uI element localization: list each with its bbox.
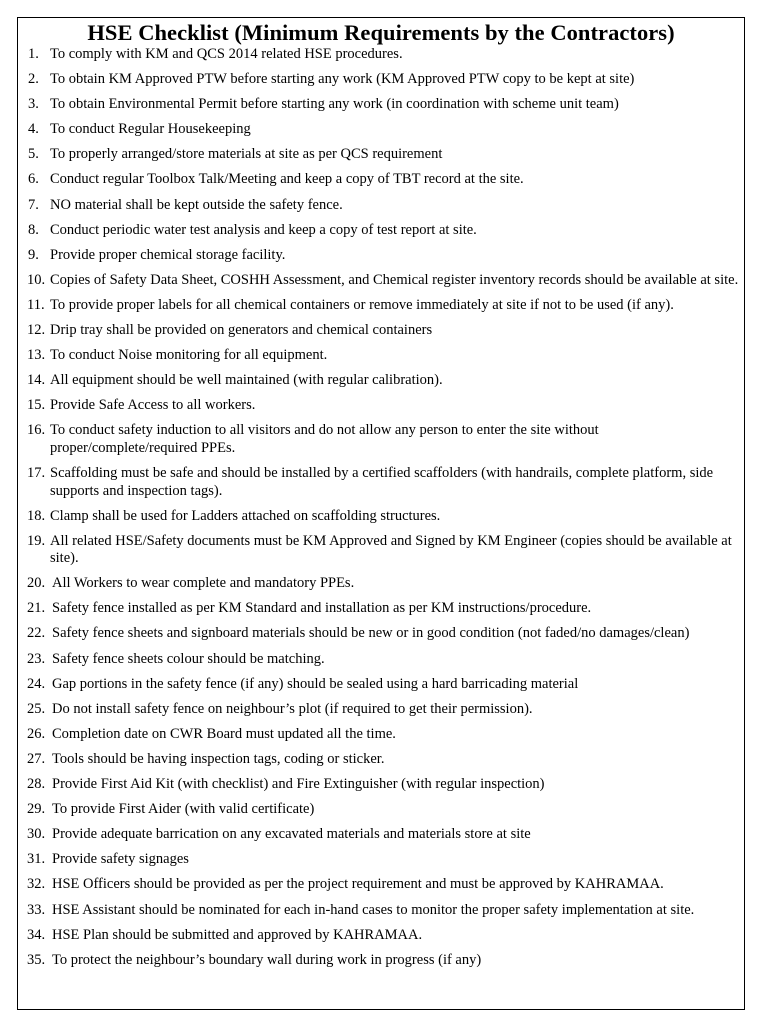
item-text: Conduct regular Toolbox Talk/Meeting and keep a copy of TBT record at the site.: [50, 171, 524, 188]
item-number: 10.: [27, 271, 46, 288]
item-number: 6.: [28, 171, 39, 188]
item-text: Copies of Safety Data Sheet, COSHH Assessment, and Chemical register inventory records should be available at site.: [50, 271, 739, 288]
item-text: Tools should be having inspection tags, coding or sticker.: [52, 750, 385, 767]
item-text: To conduct Noise monitoring for all equipment.: [50, 347, 328, 364]
checklist-item: [18, 902, 740, 920]
checklist-item: [18, 96, 740, 114]
item-number: 5.: [28, 146, 39, 163]
item-text: To conduct Regular Housekeeping: [50, 121, 251, 138]
item-text: Provide First Aid Kit (with checklist) and Fire Extinguisher (with regular inspection): [52, 776, 545, 793]
checklist-item: [18, 171, 740, 189]
item-number: 23.: [27, 650, 46, 667]
checklist-item: [18, 927, 740, 945]
item-text: To provide proper labels for all chemical containers or remove immediately at site if not to be used (if any).: [50, 296, 674, 313]
item-number: 16.: [27, 422, 46, 439]
document-frame: [17, 17, 745, 1010]
item-number: 27.: [27, 750, 46, 767]
item-text: To protect the neighbour’s boundary wall during work in progress (if any): [52, 951, 482, 968]
item-number: 25.: [27, 700, 46, 717]
item-number: 19.: [27, 532, 46, 549]
checklist-item: [18, 726, 740, 744]
checklist-item: [18, 701, 740, 719]
checklist-item: [18, 247, 740, 265]
checklist-item: [18, 751, 740, 769]
item-number: 3.: [28, 96, 39, 113]
item-number: 26.: [27, 725, 46, 742]
checklist-item: [18, 651, 740, 669]
item-text: HSE Plan should be submitted and approved by KAHRAMAA.: [52, 926, 423, 943]
checklist-item: [18, 222, 740, 240]
item-text: Safety fence sheets and signboard materials should be new or in good condition (not faded/no damages/clean): [52, 625, 690, 642]
item-number: 14.: [27, 372, 46, 389]
item-text: To obtain Environmental Permit before starting any work (in coordination with scheme unit team): [50, 96, 619, 113]
checklist-item: [18, 676, 740, 694]
checklist-item: [18, 297, 740, 315]
item-number: 1.: [28, 46, 39, 62]
checklist-item: [18, 600, 740, 618]
checklist-item: [18, 508, 740, 526]
item-text: Conduct periodic water test analysis and keep a copy of test report at site.: [50, 221, 477, 238]
item-text: Safety fence installed as per KM Standard and installation as per KM instructions/procedure.: [52, 600, 592, 617]
checklist-item: [18, 876, 740, 894]
item-text: Provide proper chemical storage facility.: [50, 246, 286, 263]
item-number: 22.: [27, 625, 46, 642]
item-number: 7.: [28, 196, 39, 213]
checklist-item: [18, 197, 740, 215]
item-text: Drip tray shall be provided on generators and chemical containers: [50, 322, 433, 339]
item-number: 30.: [27, 826, 46, 843]
checklist-item: [18, 776, 740, 794]
item-text: HSE Assistant should be nominated for each in-hand cases to monitor the proper safety implementation at site.: [52, 901, 695, 918]
item-number: 34.: [27, 926, 46, 943]
item-text: To conduct safety induction to all visitors and do not allow any person to enter the site without proper/complete/required PPEs.: [50, 422, 599, 456]
item-text: Do not install safety fence on neighbour’s plot (if required to get their permission).: [52, 700, 533, 717]
item-text: To obtain KM Approved PTW before starting any work (KM Approved PTW copy to be kept at site): [50, 71, 635, 88]
item-text: NO material shall be kept outside the safety fence.: [50, 196, 343, 213]
checklist-item: [18, 71, 740, 89]
item-number: 20.: [27, 575, 46, 592]
item-number: 4.: [28, 121, 39, 138]
checklist-item: [18, 533, 740, 568]
item-text: Scaffolding must be safe and should be installed by a certified scaffolders (with handrails, complete platform, side supports and inspection tags).: [50, 465, 714, 499]
item-text: All related HSE/Safety documents must be KM Approved and Signed by KM Engineer (copies should be available at site).: [50, 532, 732, 567]
item-text: Completion date on CWR Board must updated all the time.: [52, 725, 396, 742]
item-text: To provide First Aider (with valid certificate): [52, 801, 315, 818]
item-number: 9.: [28, 246, 39, 263]
item-text: To comply with KM and QCS 2014 related HSE procedures.: [50, 46, 403, 62]
item-number: 15.: [27, 397, 46, 414]
checklist-item: [18, 625, 740, 643]
item-number: 12.: [27, 322, 46, 339]
checklist-item: [18, 121, 740, 139]
checklist-item: [18, 422, 740, 457]
checklist-item: [18, 372, 740, 390]
checklist-item: [18, 322, 740, 340]
item-number: 21.: [27, 600, 46, 617]
checklist: [18, 46, 744, 969]
item-number: 8.: [28, 221, 39, 238]
checklist-item: [18, 851, 740, 869]
item-text: Safety fence sheets colour should be matching.: [52, 650, 325, 667]
item-number: 13.: [27, 347, 46, 364]
checklist-item: [18, 46, 740, 64]
item-text: Provide Safe Access to all workers.: [50, 397, 256, 414]
item-number: 31.: [27, 851, 46, 868]
item-number: 29.: [27, 801, 46, 818]
checklist-item: [18, 347, 740, 365]
item-number: 2.: [28, 71, 39, 88]
item-number: 28.: [27, 776, 46, 793]
checklist-item: [18, 272, 740, 290]
checklist-item: [18, 146, 740, 164]
checklist-item: [18, 826, 740, 844]
checklist-item: [18, 952, 740, 970]
checklist-item: [18, 801, 740, 819]
item-text: HSE Officers should be provided as per the project requirement and must be approved by KAHRAMAA.: [52, 876, 664, 893]
item-text: All equipment should be well maintained (with regular calibration).: [50, 372, 443, 389]
item-text: All Workers to wear complete and mandatory PPEs.: [52, 575, 355, 592]
item-number: 18.: [27, 507, 46, 524]
item-number: 11.: [27, 296, 45, 313]
item-number: 33.: [27, 901, 46, 918]
item-number: 17.: [27, 465, 46, 481]
checklist-item: [18, 465, 740, 500]
item-text: Provide adequate barrication on any excavated materials and materials store at site: [52, 826, 531, 843]
item-text: To properly arranged/store materials at site as per QCS requirement: [50, 146, 443, 163]
item-number: 32.: [27, 876, 46, 893]
item-text: Clamp shall be used for Ladders attached on scaffolding structures.: [50, 507, 441, 524]
checklist-item: [18, 575, 740, 593]
item-text: Gap portions in the safety fence (if any) should be sealed using a hard barricading material: [52, 675, 579, 692]
item-text: Provide safety signages: [52, 851, 189, 868]
item-number: 35.: [27, 951, 46, 968]
checklist-item: [18, 397, 740, 415]
page-title: HSE Checklist (Minimum Requirements by the Contractors): [87, 20, 675, 45]
item-number: 24.: [27, 675, 46, 692]
